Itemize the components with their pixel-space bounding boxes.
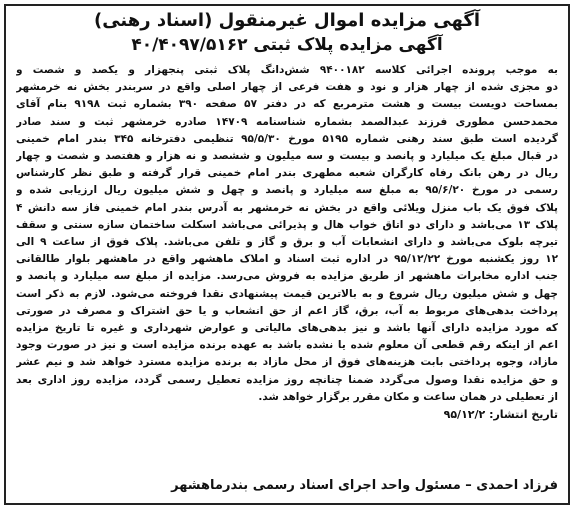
body-line: که مورد مزایده دارای آنها باشد و نیز بدهی‌های مالیاتی و عوارض شهرداری و غیره تا تاریخ مزایده bbox=[16, 322, 558, 335]
body-line: پرداخت بدهی‌های مربوط به آب، برق، گاز اعم از حق انشعاب و یا حق اشتراک و مصرف در صورتی bbox=[16, 304, 558, 317]
body-line: رسمی در مورخ ۹۵/۶/۲۰ به مبلغ سه میلیارد و پانصد و چهل و شش میلیون ریال ارزیابی شده و bbox=[16, 184, 558, 197]
notice-subtitle: آگهی مزایده پلاک ثبتی ۴۰/۴۰۹۷/۵۱۶۲ bbox=[131, 35, 443, 55]
body-line: پلاک فوق یک باب منزل ویلائی واقع در بخش نه خرمشهر به آدرس بندر امام خمینی فاز سه دانش ۴ bbox=[16, 201, 558, 214]
body-line: تیرچه بلوک می‌باشد و دارای انشعابات آب و برق و گاز و تلفن می‌باشد. پلاک فوق از ساعت ۹ الی bbox=[16, 236, 558, 249]
body-line: پلاک ۱۳ می‌باشد و دارای دو اتاق خواب هال و پذیرائی می‌باشد اسکلت ساختمان سازه سنتی و سقف bbox=[16, 218, 558, 231]
body-line: مازاد، وجوه پرداختی بابت هزینه‌های فوق از محل مازاد به برنده مزایده مسترد خواهد شد و نیم عشر bbox=[16, 356, 558, 369]
body-line: اعم از اینکه رقم قطعی آن معلوم شده یا نشده باشد به عهده برنده مزایده است و نیز در صورت وجود bbox=[16, 339, 558, 352]
body-line: جنب اداره مخابرات ماهشهر از طریق مزایده به فروش می‌رسد. مزایده از مبلغ سه میلیارد و پانصد و bbox=[16, 270, 558, 283]
body-line: دو مجزی شده از چهار هزار و نود و هفت فرعی از چهار اصلی واقع در سربندر بخش نه خرمشهر bbox=[16, 81, 558, 94]
body-line: محمدحسن مطوری فرزند عبدالصمد بشماره شناسنامه ۱۴۷۰۹ صادره خرمشهر ثبت و سند صادر bbox=[16, 115, 558, 128]
body-line: از تعطیلی در همان ساعت و مکان مقرر برگزار خواهد شد. bbox=[258, 390, 558, 403]
signature: فرزاد احمدی – مسئول واحد اجرای اسناد رسمی بندرماهشهر bbox=[171, 478, 558, 493]
body-line: بمساحت دویست بیست و هشت مترمربع که در دفتر ۵۷ صفحه ۳۹۰ بشماره ثبت ۹۱۹۸ بنام آقای bbox=[16, 98, 558, 111]
notice-title: آگهی مزایده اموال غیرمنقول (اسناد رهنی) bbox=[93, 10, 480, 31]
body-line: در قبال مبلغ یک میلیارد و پانصد و بیست و سه میلیون و ششصد و نه هزار و هفتصد و شصت و چهار bbox=[16, 150, 558, 163]
body-line: گردیده است طبق سند رهنی شماره ۵۱۹۵ مورخ ۹۵/۵/۳۰ تنظیمی دفترخانه ۳۴۵ بندر امام خمینی bbox=[16, 132, 558, 145]
notice-frame bbox=[4, 4, 570, 505]
publish-date: تاریخ انتشار: ۹۵/۱۲/۲ bbox=[443, 408, 558, 422]
body-line: به موجب پرونده اجرائی کلاسه ۹۴۰۰۱۸۲ شش‌دانگ پلاک ثبتی پنجهزار و یکصد و شصت و bbox=[16, 64, 558, 76]
body-line: چهل و شش میلیون ریال شروع و به بالاترین قیمت پیشنهادی نقدا فروخته می‌شود. لازم به ذکر است bbox=[16, 287, 558, 300]
body-line: ریال در رهن بانک رفاه کارگران شعبه مطهری بندر امام خمینی قرار گرفته و طبق نظر کارشناس bbox=[16, 167, 558, 180]
body-line: و حق مزایده نقدا وصول می‌گردد ضمنا چنانچه روز مزایده تعطیل رسمی گردد، مزایده روز اداری بعد bbox=[16, 373, 558, 386]
body-line: ۱۲ روز یکشنبه مورخ ۹۵/۱۲/۲۲ در اداره ثبت اسناد و املاک ماهشهر واقع در ماهشهر بلوار طالقانی bbox=[16, 253, 558, 266]
notice-body bbox=[16, 62, 558, 406]
